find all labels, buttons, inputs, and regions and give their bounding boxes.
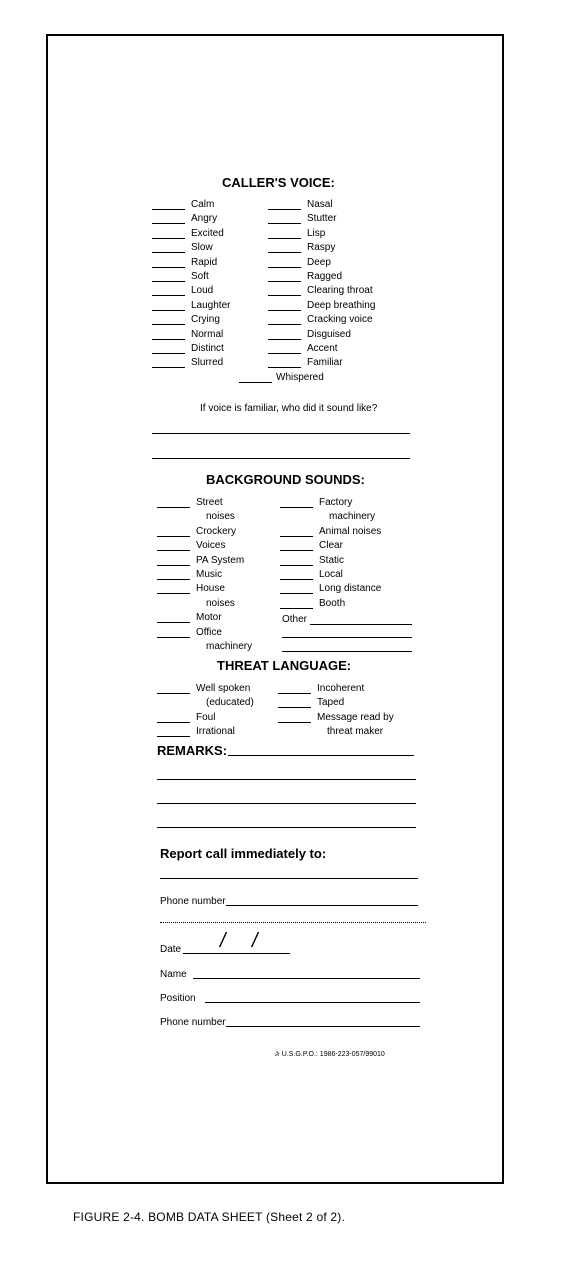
- background-left-label: Office: [196, 626, 222, 638]
- background-left-label: Street: [196, 497, 223, 508]
- voice-left-checkbox-line[interactable]: [152, 324, 185, 325]
- voice-left-checkbox-line[interactable]: [152, 310, 185, 311]
- voice-left-checkbox-line[interactable]: [152, 223, 185, 224]
- phone-number-2-line[interactable]: [226, 1026, 420, 1027]
- threat-left-label: Foul: [196, 711, 216, 723]
- threat-right-label: Taped: [317, 697, 345, 709]
- name-line[interactable]: [193, 978, 420, 979]
- voice-left-label: Slurred: [191, 357, 224, 369]
- voice-left-label: Calm: [191, 199, 215, 210]
- threat-left-checkbox-line[interactable]: [157, 736, 190, 737]
- voice-left-checkbox-line[interactable]: [152, 209, 185, 210]
- remarks-label: REMARKS:: [157, 743, 228, 758]
- background-right-label-continued: machinery: [329, 511, 376, 523]
- remarks-line-4[interactable]: [157, 827, 416, 828]
- voice-left-checkbox-line[interactable]: [152, 267, 185, 268]
- background-right-checkbox-line[interactable]: [280, 579, 313, 580]
- other-label: Other: [282, 614, 308, 625]
- threat-right-label: Message read by: [317, 711, 394, 723]
- remarks-line-3[interactable]: [157, 803, 416, 804]
- threat-left-label: Irrational: [196, 726, 235, 738]
- background-left-checkbox-line[interactable]: [157, 593, 190, 594]
- background-right-label: Factory: [319, 497, 353, 508]
- phone-number-2-label: Phone number: [160, 1017, 226, 1028]
- voice-right-checkbox-line[interactable]: [268, 238, 301, 239]
- report-to-line[interactable]: [160, 878, 418, 879]
- voice-right-checkbox-line[interactable]: [268, 353, 301, 354]
- voice-right-label: Nasal: [307, 199, 333, 210]
- voice-left-checkbox-line[interactable]: [152, 281, 185, 282]
- voice-left-label: Angry: [191, 213, 218, 225]
- other-line-1[interactable]: [310, 624, 412, 625]
- voice-left-label: Distinct: [191, 343, 224, 354]
- voice-right-checkbox-line[interactable]: [268, 252, 301, 253]
- voice-left-label: Slow: [191, 242, 213, 254]
- voice-right-checkbox-line[interactable]: [268, 324, 301, 325]
- voice-right-label: Deep: [307, 256, 331, 268]
- date-label: Date: [160, 944, 182, 955]
- position-label: Position: [160, 993, 196, 1004]
- gpo-note: ✰ U.S.G.P.O.: 1986-223-057/99010: [274, 1051, 385, 1058]
- background-right-label: Clear: [319, 540, 343, 552]
- voice-right-label: Accent: [307, 343, 338, 354]
- background-right-label: Booth: [319, 597, 346, 609]
- background-left-label: Music: [196, 569, 223, 580]
- background-right-checkbox-line[interactable]: [280, 593, 313, 594]
- whispered-checkbox-line[interactable]: [239, 382, 272, 383]
- voice-right-checkbox-line[interactable]: [268, 367, 301, 368]
- voice-left-label: Soft: [191, 271, 209, 282]
- threat-left-label-continued: (educated): [206, 697, 254, 709]
- voice-right-label: Clearing throat: [307, 285, 373, 297]
- background-sounds-heading: BACKGROUND SOUNDS:: [206, 472, 365, 487]
- voice-left-label: Rapid: [191, 256, 218, 268]
- voice-left-label: Laughter: [191, 299, 231, 311]
- background-right-checkbox-line[interactable]: [280, 507, 313, 508]
- background-right-label: Local: [319, 569, 343, 580]
- threat-right-label: Incoherent: [317, 683, 365, 694]
- background-right-label: Long distance: [319, 583, 382, 595]
- remarks-line-1[interactable]: [228, 755, 414, 756]
- voice-right-checkbox-line[interactable]: [268, 267, 301, 268]
- threat-left-label: Well spoken: [196, 683, 251, 694]
- familiar-voice-question: If voice is familiar, who did it sound like?: [200, 403, 378, 414]
- background-right-checkbox-line[interactable]: [280, 608, 313, 609]
- callers-voice-heading: CALLER'S VOICE:: [222, 175, 335, 190]
- background-left-label: Motor: [196, 612, 222, 624]
- threat-left-checkbox-line[interactable]: [157, 722, 190, 723]
- familiar-voice-answer-line-1[interactable]: [152, 433, 410, 434]
- voice-left-label: Normal: [191, 328, 224, 340]
- dotted-separator: [160, 922, 426, 923]
- phone-number-line[interactable]: [226, 905, 418, 906]
- voice-left-checkbox-line[interactable]: [152, 252, 185, 253]
- background-left-label-continued: noises: [206, 511, 235, 523]
- threat-right-checkbox-line[interactable]: [278, 722, 311, 723]
- bomb-data-sheet: [46, 34, 504, 1184]
- figure-caption: FIGURE 2-4. BOMB DATA SHEET (Sheet 2 of 2).: [73, 1210, 346, 1224]
- background-left-checkbox-line[interactable]: [157, 579, 190, 580]
- date-line[interactable]: [183, 953, 290, 954]
- voice-right-label: Deep breathing: [307, 299, 376, 311]
- voice-right-checkbox-line[interactable]: [268, 281, 301, 282]
- background-right-label: Animal noises: [319, 525, 382, 537]
- background-left-checkbox-line[interactable]: [157, 550, 190, 551]
- voice-right-checkbox-line[interactable]: [268, 310, 301, 311]
- voice-right-checkbox-line[interactable]: [268, 339, 301, 340]
- voice-right-checkbox-line[interactable]: [268, 295, 301, 296]
- voice-right-label: Cracking voice: [307, 314, 373, 326]
- threat-right-checkbox-line[interactable]: [278, 707, 311, 708]
- voice-left-checkbox-line[interactable]: [152, 295, 185, 296]
- voice-right-label: Ragged: [307, 271, 343, 282]
- voice-right-label: Raspy: [307, 242, 336, 254]
- voice-left-label: Excited: [191, 227, 224, 239]
- background-left-label: House: [196, 583, 225, 595]
- voice-left-checkbox-line[interactable]: [152, 339, 185, 340]
- date-slash-2: /: [252, 930, 258, 952]
- background-left-checkbox-line[interactable]: [157, 637, 190, 638]
- phone-number-label: Phone number: [160, 896, 226, 907]
- background-left-checkbox-line[interactable]: [157, 622, 190, 623]
- background-right-checkbox-line[interactable]: [280, 550, 313, 551]
- threat-left-checkbox-line[interactable]: [157, 693, 190, 694]
- threat-language-heading: THREAT LANGUAGE:: [217, 658, 352, 673]
- other-line-3[interactable]: [282, 651, 412, 652]
- voice-right-label: Stutter: [307, 213, 337, 225]
- other-line-2[interactable]: [282, 637, 412, 638]
- voice-left-checkbox-line[interactable]: [152, 238, 185, 239]
- familiar-voice-answer-line-2[interactable]: [152, 458, 410, 459]
- voice-right-checkbox-line[interactable]: [268, 223, 301, 224]
- background-right-label: Static: [319, 554, 345, 566]
- voice-left-label: Loud: [191, 285, 214, 297]
- background-right-checkbox-line[interactable]: [280, 536, 313, 537]
- background-left-label: PA System: [196, 554, 245, 566]
- report-call-heading: Report call immediately to:: [160, 846, 327, 861]
- threat-right-checkbox-line[interactable]: [278, 693, 311, 694]
- voice-right-label: Lisp: [307, 227, 326, 239]
- whispered-label: Whispered: [276, 372, 324, 383]
- background-left-label: Voices: [196, 540, 226, 552]
- voice-left-label: Crying: [191, 314, 220, 326]
- voice-right-label: Disguised: [307, 328, 351, 340]
- voice-left-checkbox-line[interactable]: [152, 353, 185, 354]
- background-left-label: Crockery: [196, 525, 237, 537]
- voice-left-checkbox-line[interactable]: [152, 367, 185, 368]
- background-left-checkbox-line[interactable]: [157, 565, 190, 566]
- name-label: Name: [160, 969, 187, 980]
- date-slash-1: /: [220, 930, 226, 952]
- voice-right-label: Familiar: [307, 357, 343, 369]
- background-left-label-continued: machinery: [206, 640, 253, 652]
- threat-right-label-continued: threat maker: [327, 726, 384, 738]
- position-line[interactable]: [205, 1002, 420, 1003]
- remarks-line-2[interactable]: [157, 779, 416, 780]
- background-right-checkbox-line[interactable]: [280, 565, 313, 566]
- background-left-checkbox-line[interactable]: [157, 507, 190, 508]
- background-left-label-continued: noises: [206, 597, 235, 609]
- background-left-checkbox-line[interactable]: [157, 536, 190, 537]
- voice-right-checkbox-line[interactable]: [268, 209, 301, 210]
